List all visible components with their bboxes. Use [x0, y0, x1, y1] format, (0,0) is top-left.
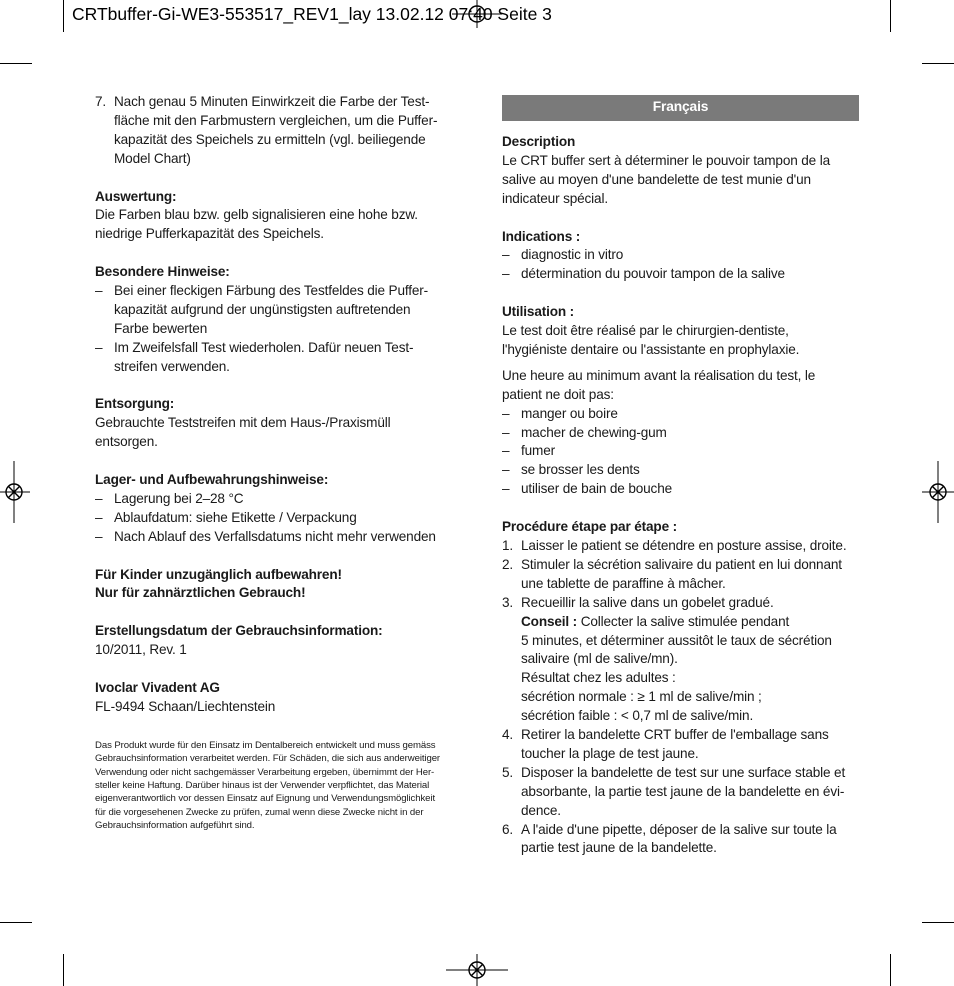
- erstellung-section: [95, 622, 475, 660]
- text-line: fumer: [521, 443, 555, 459]
- text-line: fläche mit den Farbmustern vergleichen, um die Puffer-: [114, 112, 438, 128]
- text-line: une tablette de paraffine à mâcher.: [521, 575, 726, 591]
- text-line: kapazität des Speichels zu ermitteln (vgl. beiliegende: [114, 131, 426, 147]
- text-line: Im Zweifelsfall Test wiederholen. Dafür neuen Test-: [114, 339, 414, 355]
- section-heading: Auswertung:: [95, 188, 177, 204]
- conseil-line: [521, 613, 862, 632]
- registration-mark-bottom-icon: [446, 954, 508, 986]
- indications-section: [502, 228, 862, 285]
- text-line: patient ne doit pas:: [502, 386, 614, 402]
- text-line: sécrétion normale : ≥ 1 ml de salive/min ;: [521, 689, 762, 705]
- crop-mark: [922, 922, 954, 923]
- list-item: [502, 461, 862, 480]
- text-line: Model Chart): [114, 150, 191, 166]
- text-line: Die Farben blau bzw. gelb signalisieren eine hohe bzw.: [95, 207, 418, 223]
- text-line: Das Produkt wurde für den Einsatz im Dentalbereich entwickelt und muss gemäss: [95, 739, 436, 751]
- list-item: [502, 265, 862, 284]
- section-heading: Lager- und Aufbewahrungshinweise:: [95, 472, 329, 488]
- list-item: [502, 246, 862, 265]
- hinweise-section: [95, 263, 475, 376]
- crop-mark: [890, 954, 891, 986]
- disclaimer: [95, 739, 475, 833]
- list-item: [502, 442, 862, 461]
- text-line: Farbe bewerten: [114, 320, 208, 336]
- file-slug: CRTbuffer-Gi-WE3-553517_REV1_lay 13.02.12 07:40 Seite 3: [72, 4, 552, 24]
- step-number: 5.: [502, 764, 514, 780]
- text-line: Ablaufdatum: siehe Etikette / Verpackung: [114, 509, 357, 525]
- text-line: Recueillir la salive dans un gobelet gradué.: [521, 594, 774, 610]
- text-line: Le CRT buffer sert à déterminer le pouvoir tampon de la: [502, 152, 831, 168]
- text-line: entsorgen.: [95, 434, 158, 450]
- crop-mark: [63, 0, 64, 32]
- text-line: détermination du pouvoir tampon de la salive: [521, 266, 785, 282]
- german-column: [95, 93, 475, 833]
- step-5: [502, 764, 862, 821]
- step-1: [502, 537, 862, 556]
- revision-date: 10/2011, Rev. 1: [95, 642, 187, 658]
- list-item: [95, 490, 475, 509]
- list-item: [95, 282, 475, 339]
- section-heading: Indications :: [502, 228, 581, 244]
- step-7: [95, 93, 475, 169]
- text-line: indicateur spécial.: [502, 190, 608, 206]
- text-line: toucher la plage de test jaune.: [521, 745, 699, 761]
- text-line: Bei einer fleckigen Färbung des Testfeldes die Puffer-: [114, 283, 429, 299]
- step-number: 1.: [502, 537, 514, 553]
- step-number: 2.: [502, 556, 514, 572]
- warning-line: Für Kinder unzugänglich aufbewahren!: [95, 566, 342, 582]
- list-item: [95, 528, 475, 547]
- text-line: Verwendung oder nicht sachgemässer Verarbeitung ergeben, übernimmt der Her-: [95, 766, 435, 778]
- dash-marker: –: [502, 405, 510, 421]
- dash-marker: –: [502, 462, 510, 478]
- conseil-text: Collecter la salive stimulée pendant: [577, 613, 790, 629]
- step-number: 7.: [95, 94, 107, 109]
- step-4: [502, 726, 862, 764]
- step-number: 3.: [502, 594, 514, 610]
- text-line: diagnostic in vitro: [521, 247, 624, 263]
- warning-line: Nur für zahnärztlichen Gebrauch!: [95, 585, 306, 601]
- crop-mark: [890, 0, 891, 32]
- dash-marker: –: [95, 509, 103, 525]
- text-line: dence.: [521, 802, 561, 818]
- text-line: streifen verwenden.: [114, 358, 230, 374]
- procedure-section: [502, 518, 862, 858]
- text-line: Le test doit être réalisé par le chirurgien-dentiste,: [502, 323, 789, 339]
- list-item: [502, 424, 862, 443]
- crop-mark: [63, 954, 64, 986]
- dash-marker: –: [502, 481, 510, 497]
- dash-marker: –: [502, 247, 510, 263]
- section-heading: Description: [502, 134, 576, 149]
- list-item: [502, 405, 862, 424]
- text-line: partie test jaune de la bandelette.: [521, 840, 717, 856]
- text-line: sécrétion faible : < 0,7 ml de salive/min.: [521, 708, 754, 724]
- dash-marker: –: [95, 339, 103, 355]
- utilisation-section: [502, 303, 862, 499]
- section-heading: Erstellungsdatum der Gebrauchsinformation:: [95, 623, 383, 639]
- dash-marker: –: [95, 490, 103, 506]
- list-item: [95, 509, 475, 528]
- text-line: steller keine Haftung. Darüber hinaus ist der Verwender verpflichtet, das Material: [95, 780, 430, 792]
- text-line: Disposer la bandelette de test sur une surface stable et: [521, 764, 846, 780]
- text-line: Résultat chez les adultes :: [521, 670, 676, 686]
- text-line: salive au moyen d'une bandelette de test munie d'un: [502, 171, 811, 187]
- crop-mark: [922, 63, 954, 64]
- list-item: [95, 339, 475, 377]
- crop-mark: [0, 63, 32, 64]
- conseil-label: Conseil :: [521, 613, 578, 629]
- text-line: eigenverantwortlich vor dessen Einsatz auf Eignung und Verwendungsmöglichkeit: [95, 793, 436, 805]
- text-line: Gebrauchte Teststreifen mit dem Haus-/Praxismüll: [95, 415, 391, 431]
- text-line: Stimuler la sécrétion salivaire du patient en lui donnant: [521, 556, 842, 572]
- dash-marker: –: [95, 528, 103, 544]
- text-line: Laisser le patient se détendre en posture assise, droite.: [521, 537, 847, 553]
- text-line: Retirer la bandelette CRT buffer de l'emballage sans: [521, 727, 829, 743]
- crop-mark: [0, 922, 32, 923]
- text-line: für die vorgesehenen Zwecke zu prüfen, zumal wenn diese Zwecke nicht in der: [95, 806, 424, 818]
- text-line: niedrige Pufferkapazität des Speichels.: [95, 226, 324, 242]
- section-heading: Entsorgung:: [95, 396, 175, 412]
- registration-mark-left-icon: [0, 461, 30, 523]
- section-heading: Procédure étape par étape :: [502, 519, 677, 535]
- text-line: 5 minutes, et déterminer aussitôt le taux de sécrétion: [521, 632, 832, 648]
- company-section: [95, 679, 475, 717]
- text-line: A l'aide d'une pipette, déposer de la salive sur toute la: [521, 821, 837, 837]
- text-line: kapazität aufgrund der ungünstigsten auftretenden: [114, 301, 411, 317]
- lager-section: [95, 471, 475, 547]
- warning-section: [95, 566, 475, 604]
- text-line: manger ou boire: [521, 405, 618, 421]
- step-6: [502, 821, 862, 859]
- text-line: Nach genau 5 Minuten Einwirkzeit die Farbe der Test-: [114, 94, 430, 109]
- list-item: [502, 480, 862, 499]
- text-line: absorbante, la partie test jaune de la bandelette en évi-: [521, 783, 845, 799]
- description-section: [502, 133, 862, 209]
- text-line: Gebrauchsinformation aufgeführt sind.: [95, 820, 255, 832]
- language-bar: Français: [502, 95, 859, 121]
- section-heading: Besondere Hinweise:: [95, 264, 230, 280]
- text-line: Nach Ablauf des Verfallsdatums nicht mehr verwenden: [114, 528, 436, 544]
- step-number: 6.: [502, 821, 514, 837]
- registration-mark-right-icon: [922, 461, 954, 523]
- dash-marker: –: [502, 443, 510, 459]
- section-heading: Utilisation :: [502, 304, 575, 320]
- text-line: Lagerung bei 2–28 °C: [114, 490, 244, 506]
- step-3: [502, 594, 862, 726]
- step-number: 4.: [502, 727, 514, 743]
- text-line: macher de chewing-gum: [521, 424, 667, 440]
- step-2: [502, 556, 862, 594]
- text-line: se brosser les dents: [521, 462, 640, 478]
- text-line: l'hygiéniste dentaire ou l'assistante en prophylaxie.: [502, 341, 800, 357]
- text-line: Une heure au minimum avant la réalisation du test, le: [502, 367, 816, 383]
- dash-marker: –: [502, 424, 510, 440]
- text-line: Gebrauchsinformation verarbeitet werden. Für Schäden, die sich aus anderweitiger: [95, 753, 441, 765]
- company-address: FL-9494 Schaan/Liechtenstein: [95, 698, 276, 714]
- text-line: salivaire (ml de salive/mn).: [521, 651, 678, 667]
- dash-marker: –: [95, 283, 103, 299]
- company-name: Ivoclar Vivadent AG: [95, 679, 220, 695]
- entsorgung-section: [95, 395, 475, 452]
- auswertung-section: [95, 188, 475, 245]
- french-column: [502, 95, 862, 858]
- text-line: utiliser de bain de bouche: [521, 481, 673, 497]
- dash-marker: –: [502, 266, 510, 282]
